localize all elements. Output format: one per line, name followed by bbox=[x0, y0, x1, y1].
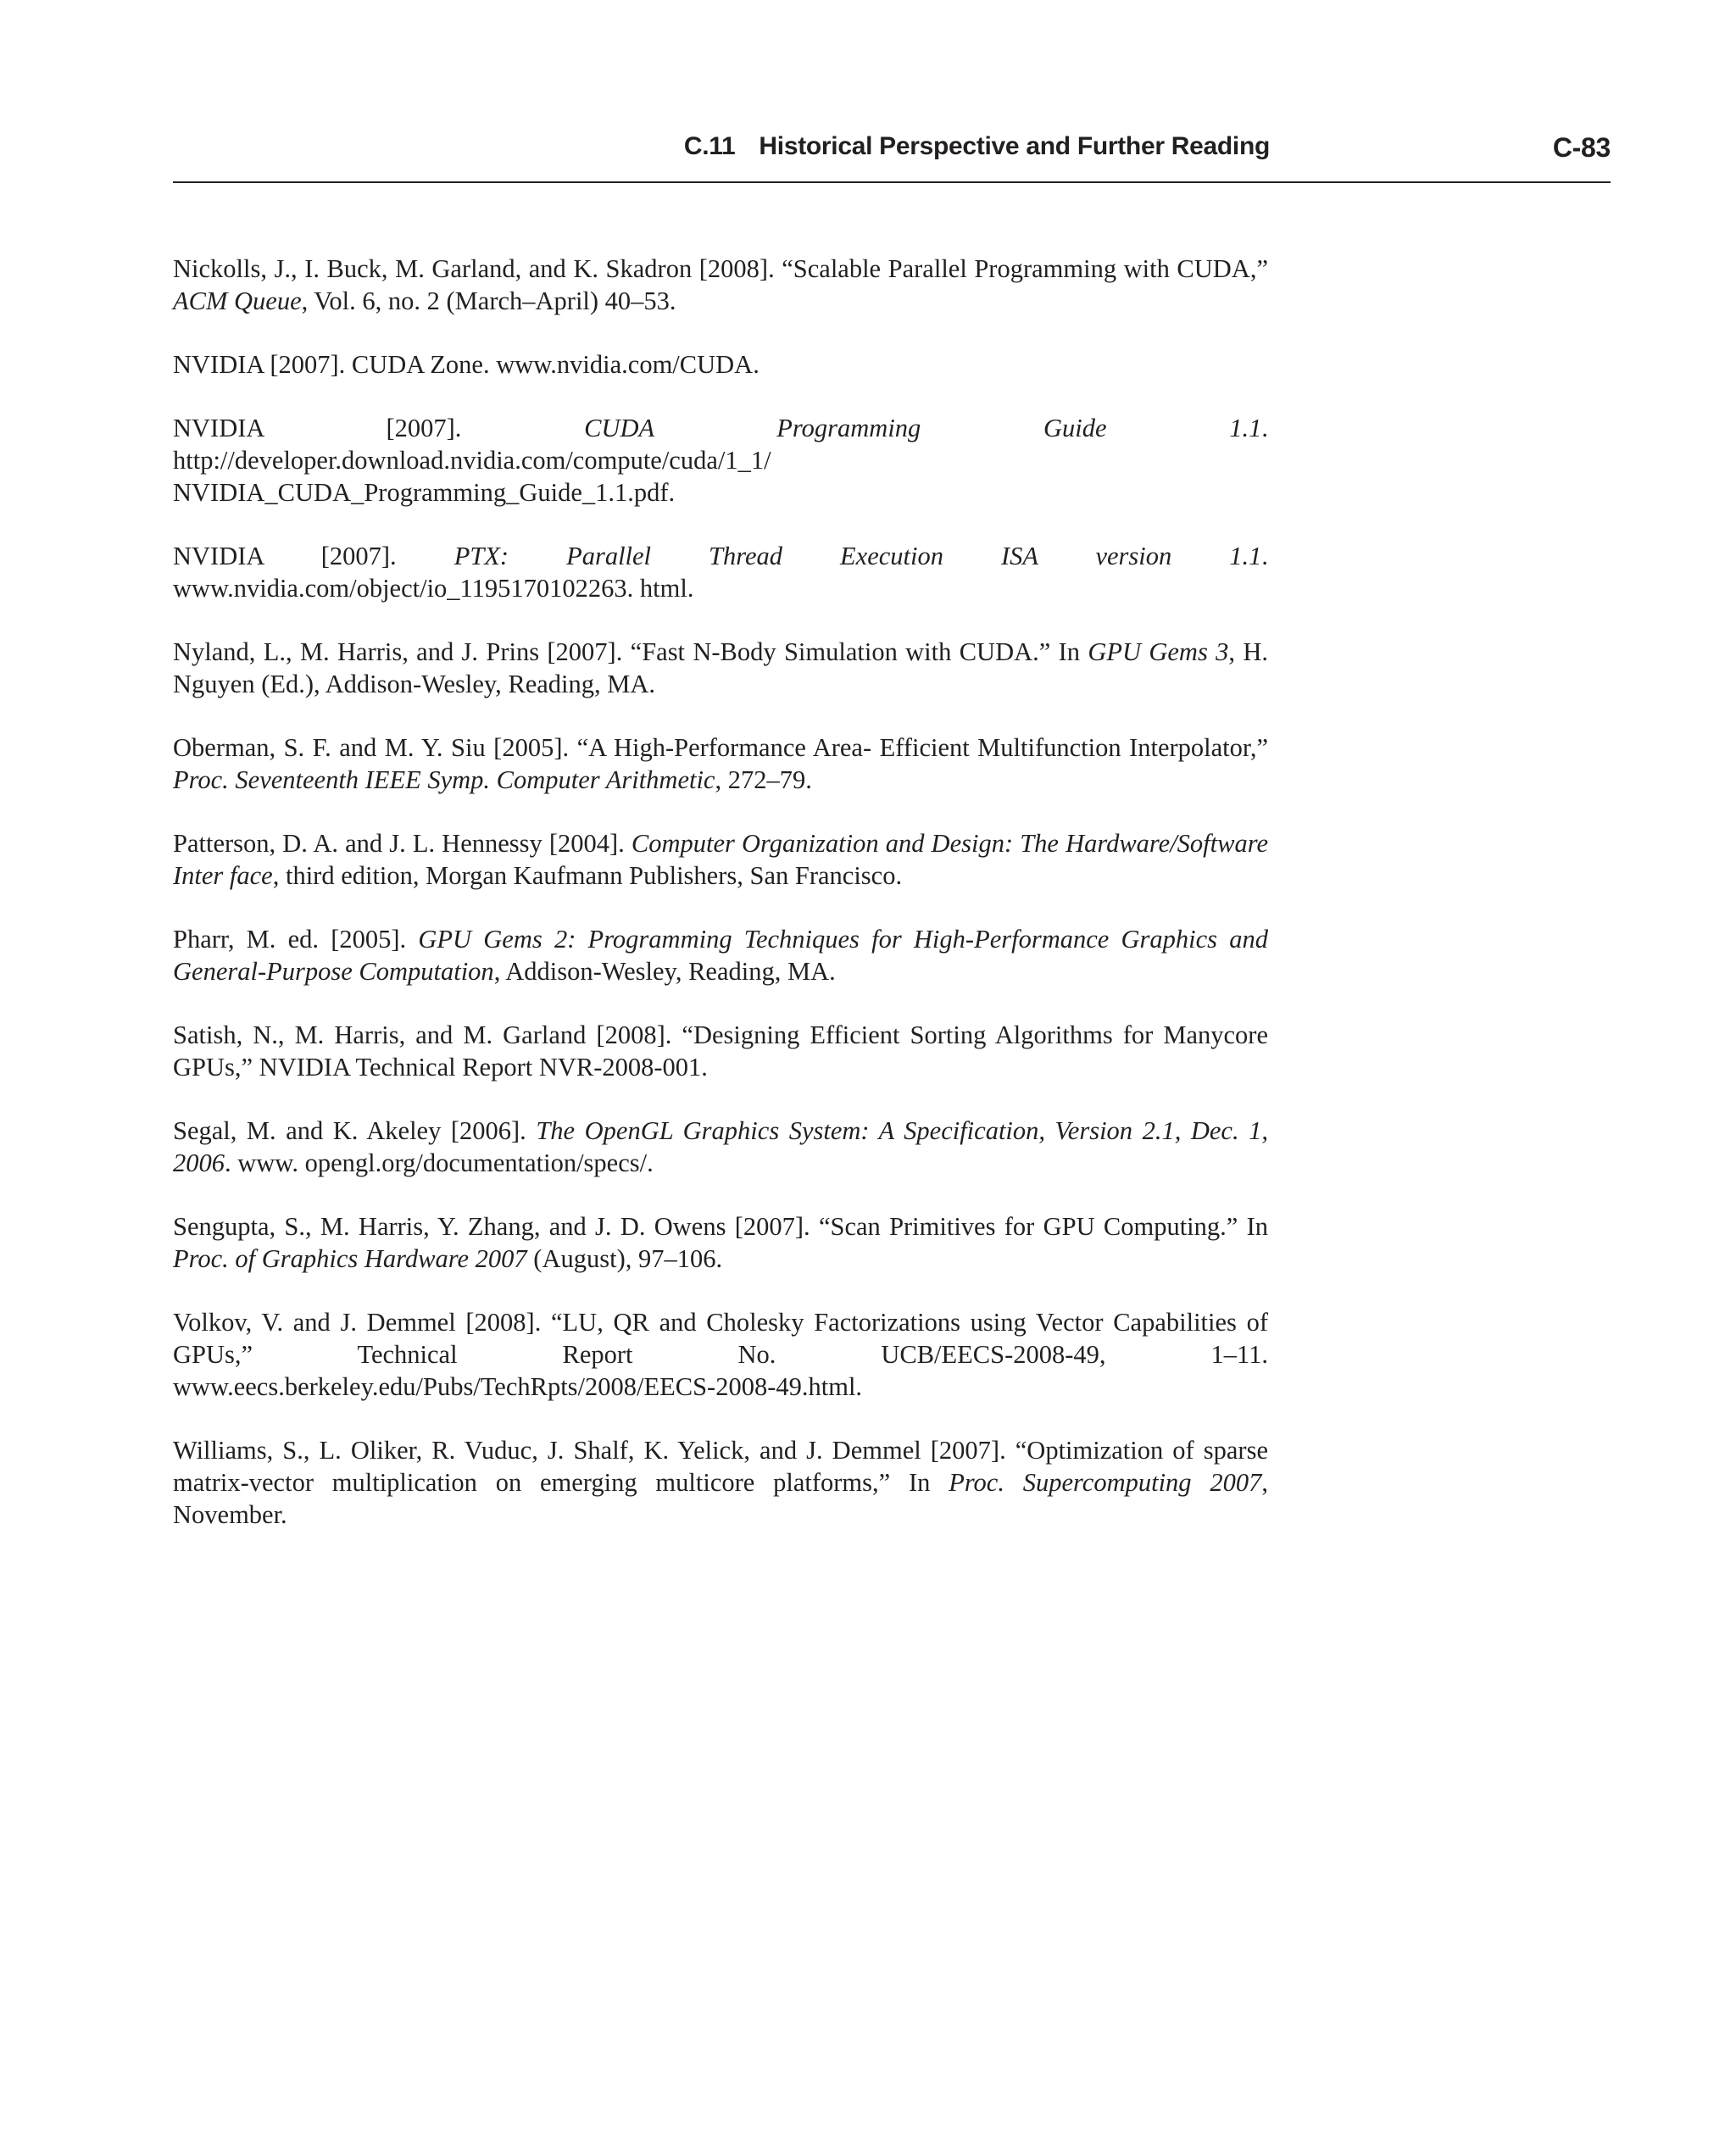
reference-text: Nickolls, J., I. Buck, M. Garland, and K. Skadron [2008]. “Scalable Parallel Programming with CUDA,” bbox=[173, 254, 1268, 283]
reference-list bbox=[173, 253, 1268, 1562]
reference-text: Nyland, L., M. Harris, and J. Prins [2007]. “Fast N-Body Simulation with CUDA.” In bbox=[173, 637, 1088, 666]
reference-text: NVIDIA [2007]. bbox=[173, 542, 454, 570]
reference-italic-text: Proc. of Graphics Hardware 2007 bbox=[173, 1244, 527, 1273]
reference-text: , 272–79. bbox=[715, 765, 812, 794]
reference-entry bbox=[173, 348, 1268, 381]
reference-italic-text: GPU Gems 2: Programming Techniques for High-Performance Graphics and General-Purpose Computation bbox=[173, 925, 1268, 986]
reference-text: , Addison-Wesley, Reading, MA. bbox=[493, 957, 836, 986]
reference-text: Williams, S., L. Oliker, R. Vuduc, J. Shalf, K. Yelick, and J. Demmel [2007]. “Optimization of sparse matrix-vector multiplication on emerging multicore platforms,” In bbox=[173, 1436, 1268, 1497]
reference-entry bbox=[173, 1210, 1268, 1275]
reference-italic-text: Computer Organization and Design: The Hardware/Software Inter face bbox=[173, 829, 1268, 890]
reference-italic-text: PTX: Parallel Thread Execution ISA version 1.1 bbox=[453, 542, 1262, 570]
reference-text: Patterson, D. A. and J. L. Hennessy [2004]. bbox=[173, 829, 632, 858]
reference-entry bbox=[173, 1434, 1268, 1531]
reference-text: , H. Nguyen (Ed.), Addison-Wesley, Reading, MA. bbox=[173, 637, 1268, 698]
reference-text: Sengupta, S., M. Harris, Y. Zhang, and J. D. Owens [2007]. “Scan Primitives for GPU Computing.” In bbox=[173, 1212, 1268, 1241]
reference-entry bbox=[173, 253, 1268, 317]
reference-italic-text: Proc. Supercomputing 2007 bbox=[949, 1468, 1262, 1497]
reference-entry bbox=[173, 412, 1268, 509]
reference-italic-text: The OpenGL Graphics System: A Specification, Version 2.1, Dec. 1, 2006 bbox=[173, 1116, 1268, 1177]
reference-entry bbox=[173, 636, 1268, 700]
reference-text: Pharr, M. ed. [2005]. bbox=[173, 925, 419, 954]
reference-text: . http://developer.download.nvidia.com/compute/cuda/1_1/ NVIDIA_CUDA_Programming_Guide_1.1.pdf. bbox=[173, 414, 1268, 507]
reference-italic-text: Proc. Seventeenth IEEE Symp. Computer Arithmetic bbox=[173, 765, 715, 794]
reference-text: (August), 97–106. bbox=[526, 1244, 723, 1273]
reference-text: , Vol. 6, no. 2 (March–April) 40–53. bbox=[301, 286, 676, 315]
reference-entry bbox=[173, 923, 1268, 987]
reference-text: Segal, M. and K. Akeley [2006]. bbox=[173, 1116, 537, 1145]
reference-text: NVIDIA [2007]. CUDA Zone. www.nvidia.com/CUDA. bbox=[173, 350, 760, 379]
reference-text: . www.nvidia.com/object/io_1195170102263. html. bbox=[173, 542, 1268, 603]
reference-italic-text: ACM Queue bbox=[173, 286, 302, 315]
reference-italic-text: CUDA Programming Guide 1.1 bbox=[584, 414, 1262, 442]
reference-entry bbox=[173, 540, 1268, 604]
reference-text: Oberman, S. F. and M. Y. Siu [2005]. “A High-Performance Area- Efficient Multifunction Interpolator,” bbox=[173, 733, 1268, 762]
reference-entry bbox=[173, 827, 1268, 892]
running-head-title bbox=[684, 132, 1270, 161]
reference-entry bbox=[173, 1115, 1268, 1179]
section-title: Historical Perspective and Further Reading bbox=[759, 132, 1270, 160]
reference-text: . www. opengl.org/documentation/specs/. bbox=[225, 1148, 654, 1177]
running-head bbox=[173, 127, 1611, 183]
reference-italic-text: GPU Gems 3 bbox=[1088, 637, 1229, 666]
reference-entry bbox=[173, 731, 1268, 796]
reference-text: Volkov, V. and J. Demmel [2008]. “LU, QR and Cholesky Factorizations using Vector Capabilities of GPUs,” Technical Report No. UCB/EECS-2008-49, 1–11. www.eecs.berkeley.edu/Pubs/TechRpts/2008/EECS-2008-49.html. bbox=[173, 1308, 1268, 1401]
reference-text: NVIDIA [2007]. bbox=[173, 414, 585, 442]
reference-entry bbox=[173, 1306, 1268, 1403]
reference-entry bbox=[173, 1019, 1268, 1083]
reference-text: , third edition, Morgan Kaufmann Publishers, San Francisco. bbox=[272, 861, 903, 890]
page-number: C-83 bbox=[1552, 132, 1611, 163]
section-number: C.11 bbox=[683, 132, 736, 160]
reference-text: Satish, N., M. Harris, and M. Garland [2008]. “Designing Efficient Sorting Algorithms for Manycore GPUs,” NVIDIA Technical Report NVR-2008-001. bbox=[173, 1020, 1268, 1082]
reference-text: , November. bbox=[173, 1468, 1268, 1529]
